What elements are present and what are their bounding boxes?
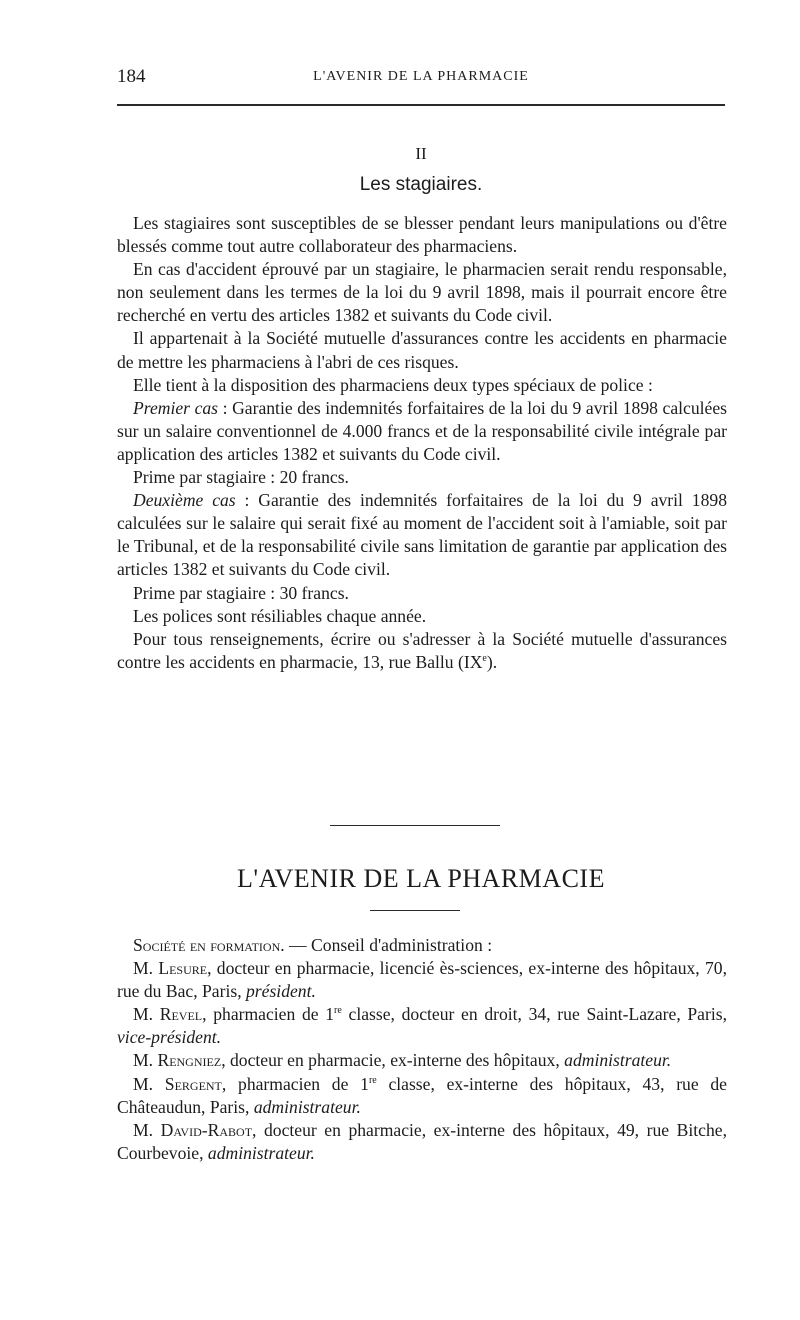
superscript: re: [334, 1005, 342, 1017]
member-text: , pharmacien de 1: [202, 1004, 335, 1025]
member-prefix: M.: [133, 1073, 165, 1094]
member-name: Sergent: [164, 1073, 222, 1094]
member-entry: [117, 1003, 727, 1049]
member-entry: [117, 1073, 727, 1119]
member-name: Revel: [159, 1004, 203, 1025]
member-prefix: M.: [133, 1119, 161, 1140]
header-rule: [117, 104, 725, 106]
member-name: Rengniez: [157, 1050, 222, 1071]
superscript: e: [482, 652, 487, 664]
member-entry: [117, 1049, 727, 1072]
paragraph: [117, 397, 727, 466]
member-text: , docteur en pharmacie, ex-interne des hôpitaux,: [221, 1050, 565, 1071]
superscript: re: [368, 1074, 377, 1086]
title-underline: [370, 910, 460, 911]
paragraph: Prime par stagiaire : 30 francs.: [133, 582, 349, 603]
member-text: classe, docteur en droit, 34, rue Saint-Lazare, Paris,: [341, 1004, 727, 1025]
paragraph: [117, 489, 727, 581]
paragraph: Prime par stagiaire : 20 francs.: [133, 467, 349, 488]
paragraph-text: Pour tous renseignements, écrire ou s'adresser à la Société mutuelle d'assurances contre les accidents en pharmacie, 13, rue Ballu (IX: [117, 628, 727, 672]
section2-body: [117, 934, 727, 1165]
paragraph: Les polices sont résiliables chaque année.: [133, 605, 427, 626]
paragraph-text-end: ).: [486, 651, 498, 672]
paragraph-text: : Garantie des indemnités forfaitaires de la loi du 9 avril 1898 calculées sur le salaire qui serait fixé au moment de l'accident soit à l'amiable, soit par le Tribunal, et de la responsabilité civile sans limitation de garantie par application des articles 1382 et suivants du Code civil.: [117, 490, 727, 580]
member-text: classe, ex-interne des hôpitaux, 43, rue de Châteaudun, Paris,: [117, 1073, 727, 1117]
paragraph: [117, 934, 727, 957]
section-body: [117, 212, 727, 674]
member-entry: [117, 1119, 727, 1165]
page-number: 184: [117, 66, 146, 87]
section-title: Les stagiaires.: [359, 174, 483, 195]
member-prefix: M.: [133, 958, 159, 979]
paragraph-text: : Garantie des indemnités forfaitaires de la loi du 9 avril 1898 calculées sur un salaire conventionnel de 4.000 francs et de la responsabilité civile intégrale par application des articles 1382 et suivants du Code civil.: [117, 397, 727, 464]
section2-title: L'AVENIR DE LA PHARMACIE: [237, 864, 605, 893]
intro-label: Société en formation.: [133, 935, 285, 955]
member-role: administrateur.: [253, 1096, 361, 1117]
section-divider: [330, 825, 500, 826]
member-prefix: M.: [133, 1050, 158, 1071]
member-name: David-Rabot: [160, 1119, 253, 1140]
paragraph: Il appartenait à la Société mutuelle d'assurances contre les accidents en pharmacie de mettre les pharmaciens à l'abri de ces risques.: [117, 328, 727, 372]
member-entry: [117, 957, 727, 1003]
member-text: , docteur en pharmacie, ex-interne des hôpitaux, 49, rue Bitche, Courbevoie,: [117, 1119, 727, 1163]
running-title: L'AVENIR DE LA PHARMACIE: [313, 69, 529, 84]
case-label: Premier cas: [133, 397, 219, 418]
member-prefix: M.: [133, 1004, 160, 1025]
member-role: vice-président.: [117, 1027, 222, 1048]
member-role: administrateur.: [207, 1142, 315, 1163]
member-role: administrateur.: [564, 1050, 672, 1071]
member-role: président.: [246, 981, 316, 1002]
member-text: , pharmacien de 1: [221, 1073, 369, 1094]
member-text: , docteur en pharmacie, licencié ès-sciences, ex-interne des hôpitaux, 70, rue du Bac, Paris,: [117, 958, 727, 1002]
paragraph: Les stagiaires sont susceptibles de se blesser pendant leurs manipulations ou d'être blessés comme tout autre collaborateur des pharmaciens.: [117, 213, 727, 257]
paragraph-text: — Conseil d'administration :: [284, 935, 493, 955]
paragraph: [117, 628, 727, 674]
member-name: Lesure: [158, 958, 208, 979]
running-header: [117, 66, 725, 96]
paragraph: En cas d'accident éprouvé par un stagiaire, le pharmacien serait rendu responsable, non seulement dans les termes de la loi du 9 avril 1898, mais il pourrait encore être recherché en vertu des articles 1382 et suivants du Code civil.: [117, 259, 727, 326]
section-numeral: II: [415, 144, 427, 163]
case-label: Deuxième cas: [133, 490, 236, 511]
paragraph: Elle tient à la disposition des pharmaciens deux types spéciaux de police :: [133, 374, 653, 395]
